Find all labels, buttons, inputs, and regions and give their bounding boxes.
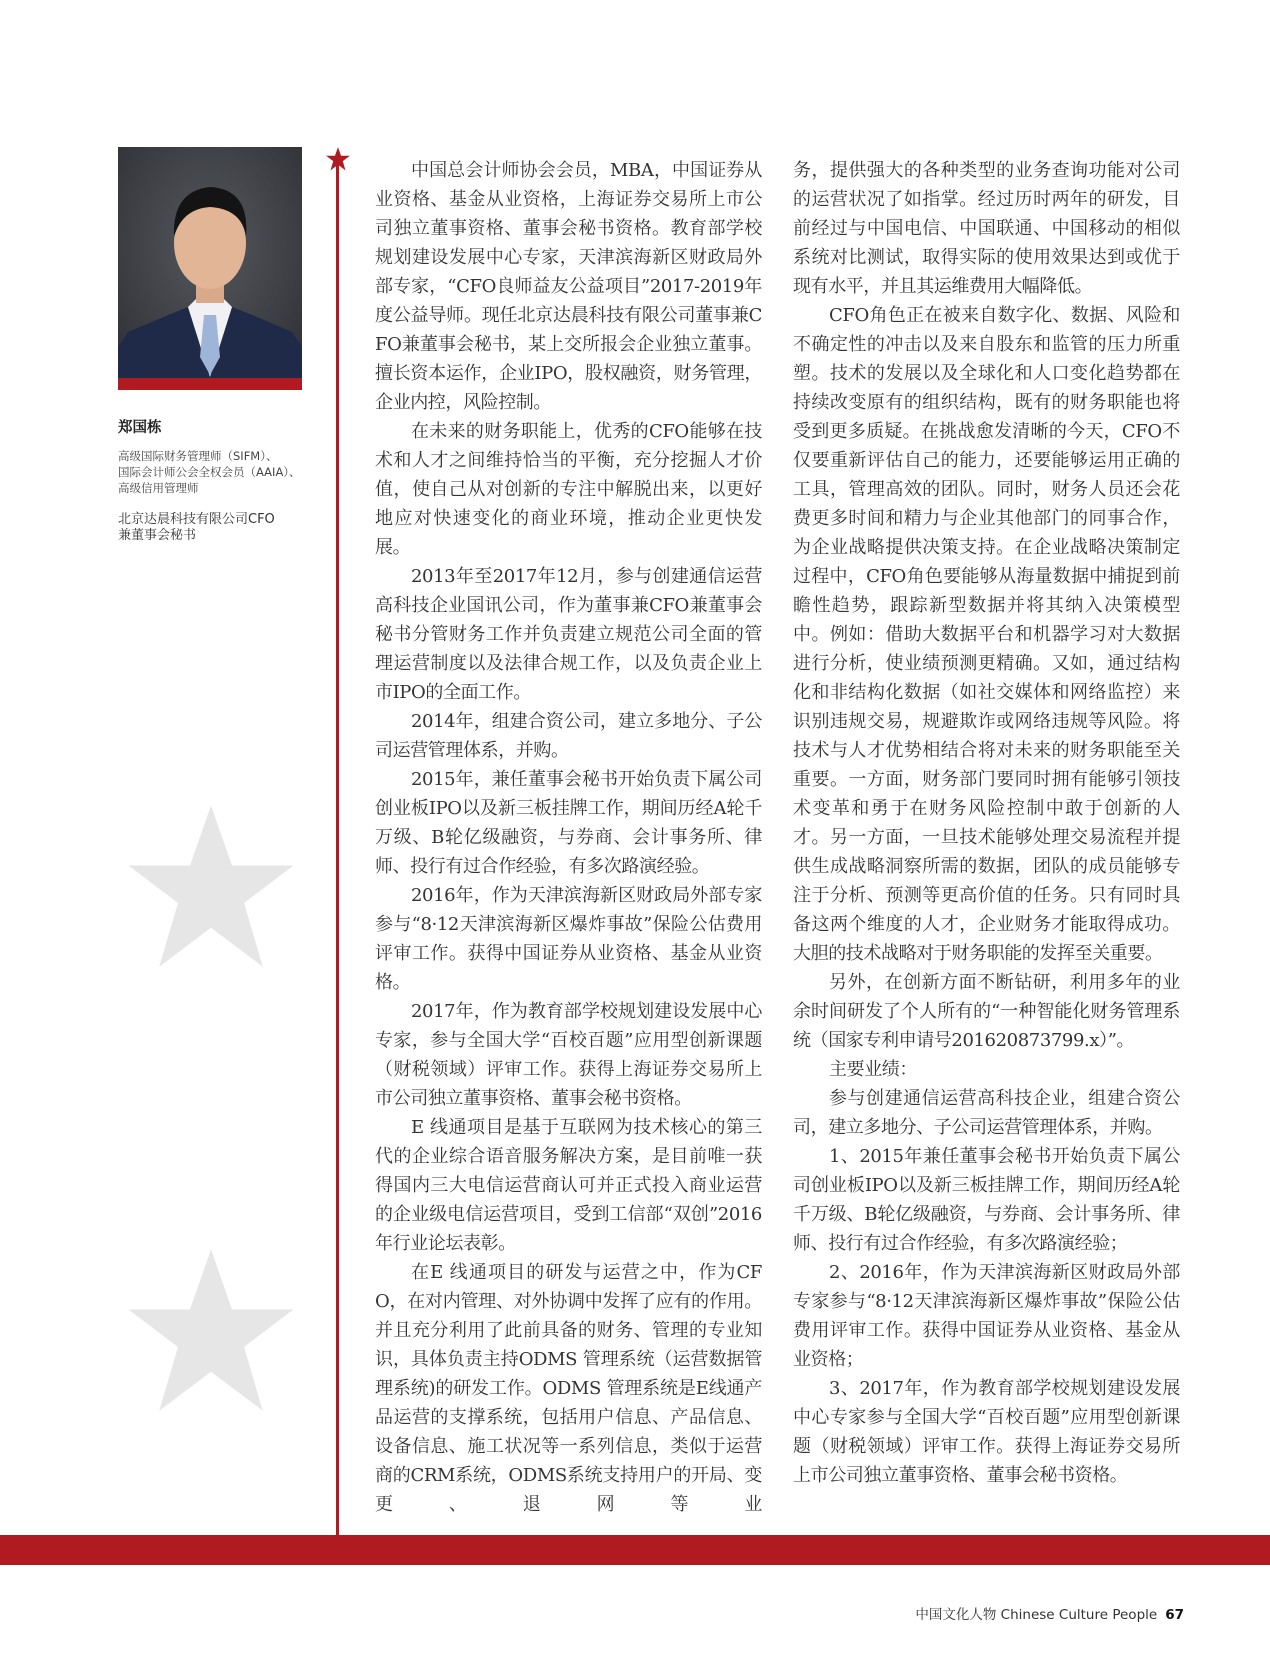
paragraph: 3、2017年，作为教育部学校规划建设发展中心专家参与全国大学“百校百题”应用型创新课题（财税领域）评审工作。获得上海证券交易所上市公司独立董事资格、董事会秘书资格。	[793, 1378, 1180, 1486]
paragraph: 1、2015年兼任董事会秘书开始负责下属公司创业板IPO以及新三板挂牌工作，期间历经A轮千万级、B轮亿级融资，与券商、会计事务所、律师、投行有过合作经验，有多次路演经验；	[793, 1146, 1180, 1254]
paragraph: 在未来的财务职能上，优秀的CFO能够在技术和人才之间维持恰当的平衡，充分挖掘人才价值，使自己从对创新的专注中解脱出来，以更好地应对快速变化的商业环境，推动企业更快发展。	[375, 421, 762, 558]
paragraph: 2015年，兼任董事会秘书开始负责下属公司创业板IPO以及新三板挂牌工作，期间历经A轮千万级、B轮亿级融资，与券商、会计事务所、律师、投行有过合作经验，有多次路演经验。	[375, 769, 762, 877]
title-line: 高级信用管理师	[118, 481, 199, 495]
person-titles	[118, 448, 318, 496]
decorative-star-icon	[118, 1242, 304, 1422]
page-footer	[915, 1603, 1184, 1623]
paragraph: 2、2016年，作为天津滨海新区财政局外部专家参与“8·12天津滨海新区爆炸事故”保险公估费用评审工作。获得中国证券从业资格、基金从业资格；	[793, 1262, 1180, 1370]
paragraph: 2014年，组建合资公司，建立多地分、子公司运营管理体系，并购。	[375, 711, 762, 761]
paragraph: 2013年至2017年12月，参与创建通信运营高科技企业国讯公司，作为董事兼CFO兼董事会秘书分管财务工作并负责建立规范公司全面的管理运营制度以及法律合规工作，以及负责企业上市IPO的全面工作。	[375, 566, 762, 703]
company-line: 北京达晨科技有限公司CFO	[118, 512, 275, 527]
paragraph: E 线通项目是基于互联网为技术核心的第三代的企业综合语音服务解决方案，是目前唯一获得国内三大电信运营商认可并正式投入商业运营的企业级电信运营项目，受到工信部“双创”2016年行业论坛表彰。	[375, 1117, 762, 1254]
paragraph: 2016年，作为天津滨海新区财政局外部专家参与“8·12天津滨海新区爆炸事故”保险公估费用评审工作。获得中国证券从业资格、基金从业资格。	[375, 885, 762, 993]
paragraph: 主要业绩：	[829, 1059, 917, 1080]
paragraph: CFO角色正在被来自数字化、数据、风险和不确定性的冲击以及来自股东和监管的压力所重塑。技术的发展以及全球化和人口变化趋势都在持续改变原有的组织结构，既有的财务职能也将受到更多质疑。在挑战愈发清晰的今天，CFO不仅要重新评估自己的能力，还要能够运用正确的工具，管理高效的团队。同时，财务人员还会花费更多时间和精力与企业其他部门的同事合作，为企业战略提供决策支持。在企业战略决策制定过程中，CFO角色要能够从海量数据中捕捉到前瞻性趋势，跟踪新型数据并将其纳入决策模型中。例如：借助大数据平台和机器学习对大数据进行分析，使业绩预测更精确。又如，通过结构化和非结构化数据（如社交媒体和网络监控）来识别违规交易，规避欺诈或网络违规等风险。将技术与人才优势相结合将对未来的财务职能至关重要。一方面，财务部门要同时拥有能够引领技术变革和勇于在财务风险控制中敢于创新的人才。另一方面，一旦技术能够处理交易流程并提供生成战略洞察所需的数据，团队的成员能够专注于分析、预测等更高价值的任务。只有同时具备这两个维度的人才，企业财务才能取得成功。大胆的技术战略对于财务职能的发挥至关重要。	[793, 305, 1180, 964]
vertical-divider	[336, 162, 339, 1537]
title-line: 高级国际财务管理师（SIFM）、	[118, 449, 278, 463]
person-company	[118, 512, 318, 544]
article-column-2	[793, 156, 1180, 1490]
footer-red-bar	[0, 1535, 1270, 1565]
magazine-name: 中国文化人物 Chinese Culture People	[915, 1607, 1158, 1623]
star-icon	[325, 146, 351, 172]
paragraph: 参与创建通信运营高科技企业，组建合资公司，建立多地分、子公司运营管理体系，并购。	[793, 1088, 1180, 1138]
paragraph: 2017年，作为教育部学校规划建设发展中心专家，参与全国大学“百校百题”应用型创新课题（财税领域）评审工作。获得上海证券交易所上市公司独立董事资格、董事会秘书资格。	[375, 1001, 762, 1109]
article-column-1	[375, 156, 762, 1519]
paragraph: 在E 线通项目的研发与运营之中，作为CFO，在对内管理、对外协调中发挥了应有的作用。并且充分利用了此前具备的财务、管理的专业知识，具体负责主持ODMS 管理系统（运营数据管理系统)的研发工作。ODMS 管理系统是E线通产品运营的支撑系统，包括用户信息、产品信息、设备信息、施工状况等一系列信息，类似于运营商的CRM系统，ODMS系统支持用户的开局、变更、退网等业	[375, 1262, 762, 1515]
company-line: 兼董事会秘书	[118, 528, 197, 543]
title-line: 国际会计师公会全权会员（AAIA）、	[118, 465, 301, 479]
paragraph: 中国总会计师协会会员，MBA，中国证券从业资格、基金从业资格，上海证券交易所上市公司独立董事资格、董事会秘书资格。教育部学校规划建设发展中心专家，天津滨海新区财政局外部专家，“CFO良师益友公益项目”2017-2019年度公益导师。现任北京达晨科技有限公司董事兼CFO兼董事会秘书，某上交所报会企业独立董事。擅长资本运作，企业IPO，股权融资，财务管理，企业内控，风险控制。	[375, 160, 762, 413]
portrait-photo	[118, 147, 302, 390]
paragraph: 务，提供强大的各种类型的业务查询功能对公司的运营状况了如指掌。经过历时两年的研发，目前经过与中国电信、中国联通、中国移动的相似系统对比测试，取得实际的使用效果达到或优于现有水平，并且其运维费用大幅降低。	[793, 160, 1180, 297]
paragraph: 另外，在创新方面不断钻研，利用多年的业余时间研发了个人所有的“一种智能化财务管理系统（国家专利申请号201620873799.x）”。	[793, 972, 1180, 1051]
person-name: 郑国栋	[118, 420, 162, 436]
page-number: 67	[1165, 1607, 1184, 1623]
decorative-star-icon	[118, 798, 304, 978]
